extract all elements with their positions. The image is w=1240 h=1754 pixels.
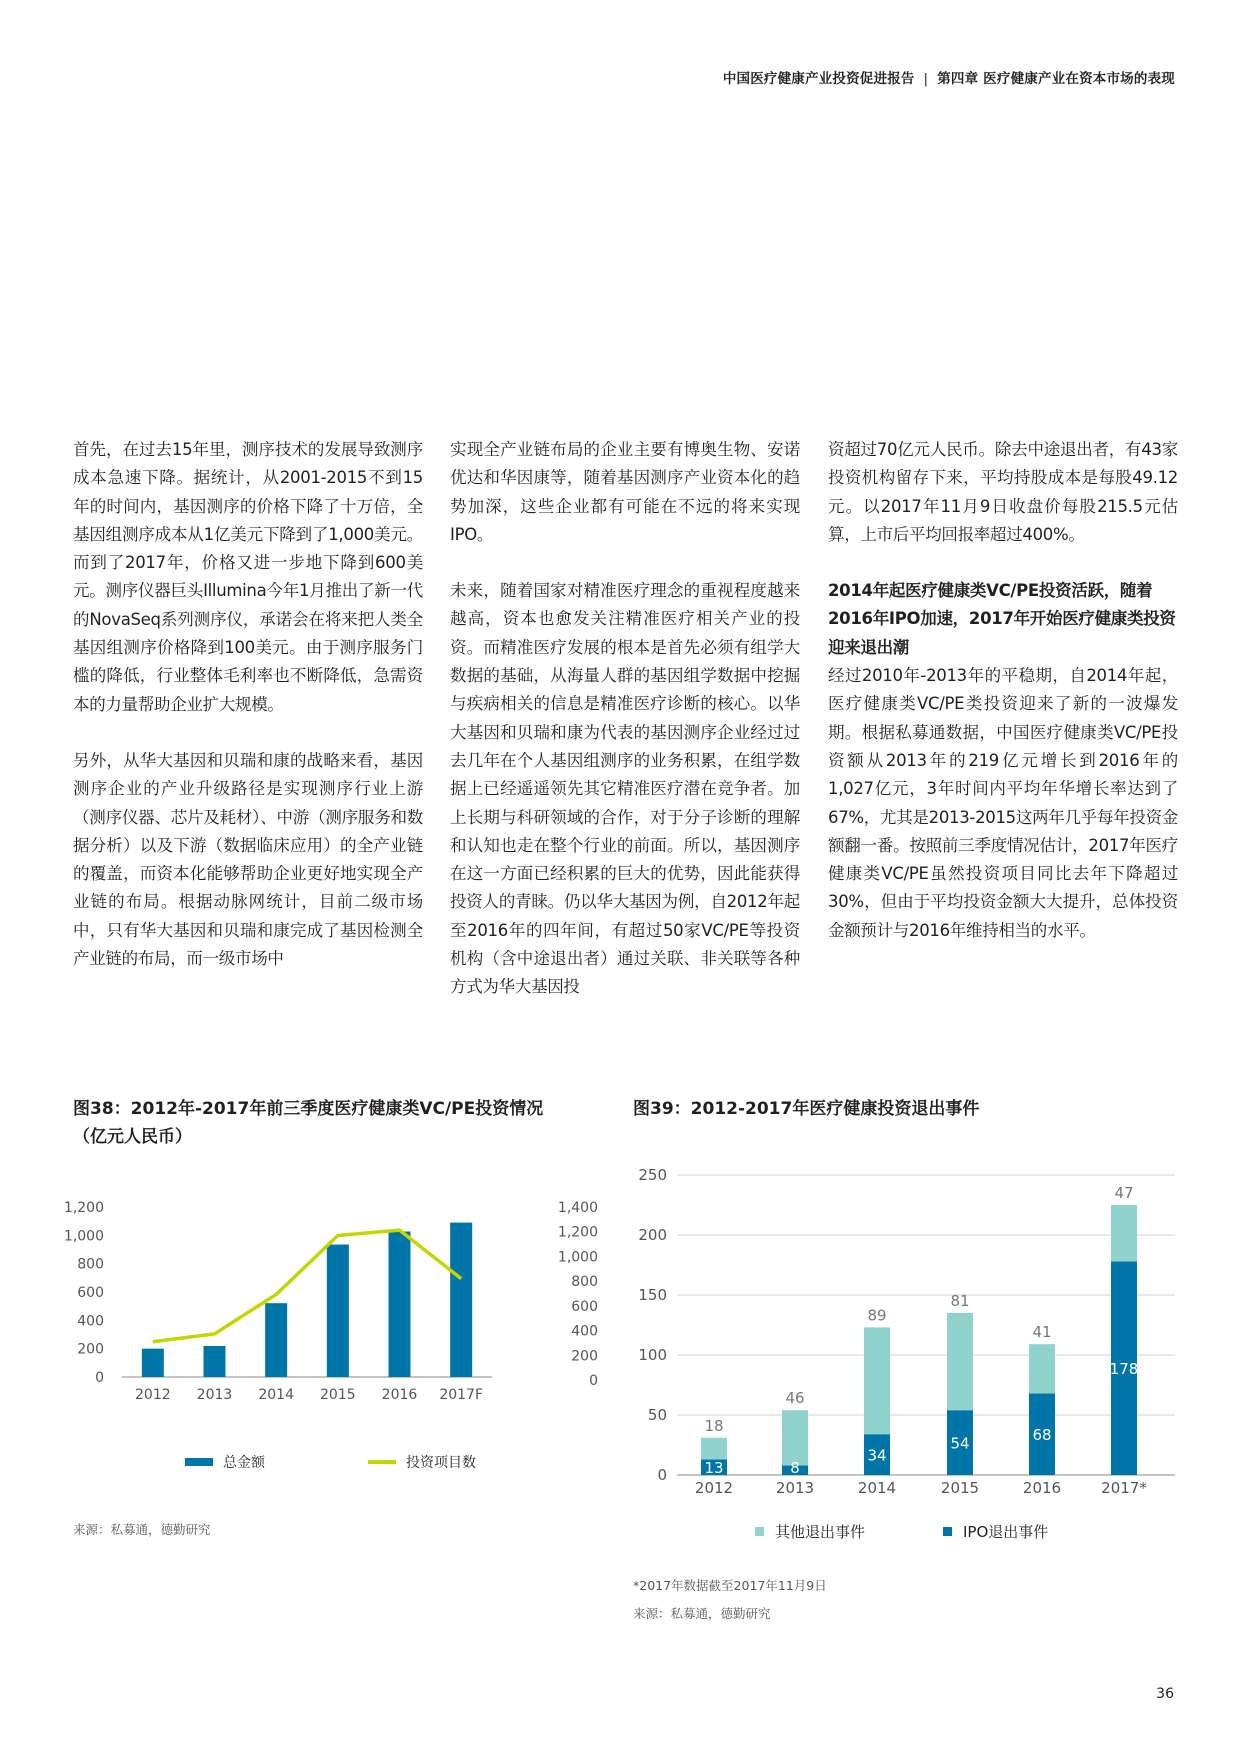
x-tick-label: 2012: [135, 1387, 171, 1403]
bar-total-amount: [204, 1346, 226, 1377]
y-left-tick-label: 600: [77, 1285, 104, 1301]
legend-swatch-other-exits: [755, 1527, 764, 1536]
legend-swatch-ipo-exits: [943, 1527, 952, 1536]
data-label-other-exits: 47: [1114, 1184, 1134, 1202]
x-tick-label: 2013: [196, 1387, 233, 1403]
legend-label-project-count: 投资项目数: [406, 1455, 476, 1471]
figure-39-title: 图39：2012-2017年医疗健康投资退出事件: [633, 1099, 980, 1119]
legend-label-total-amount: 总金额: [223, 1455, 265, 1471]
data-label-ipo-exits: 178: [1109, 1360, 1139, 1379]
bar-other-exits: [1029, 1344, 1055, 1393]
bar-total-amount: [265, 1303, 287, 1377]
bar-other-exits: [1111, 1205, 1137, 1261]
y-right-tick-label: 200: [571, 1348, 598, 1365]
text-column-1: [73, 436, 423, 973]
x-tick-label: 2016: [381, 1387, 418, 1403]
y-right-tick-label: 800: [571, 1274, 598, 1291]
legend-swatch-total-amount: [185, 1458, 213, 1466]
y-right-tick-label: 600: [571, 1298, 598, 1315]
figure-39-chart: [625, 1150, 1185, 1560]
x-tick-label: 2017*: [1101, 1479, 1147, 1497]
figure-39-note: *2017年数据截至2017年11月9日: [633, 1578, 827, 1593]
y-left-tick-label: 1,200: [63, 1200, 104, 1216]
y-left-tick-label: 200: [77, 1341, 104, 1358]
line-project-count: [153, 1230, 461, 1342]
figure-39-source: 来源：私募通，德勤研究: [633, 1606, 771, 1621]
y-tick-label: 50: [647, 1406, 667, 1424]
data-label-ipo-exits: 54: [950, 1434, 970, 1453]
y-right-tick-label: 400: [571, 1323, 598, 1340]
figure-38-title: [73, 1095, 543, 1151]
y-tick-label: 250: [638, 1166, 667, 1184]
paragraph: 首先，在过去15年里，测序技术的发展导致测序成本急速下降。据统计，从2001-2015不到15年的时间内，基因测序的价格下降了十万倍，全基因组测序成本从1亿美元下降到了1,000美元。而到了2017年，价格又进一步地下降到600美元。测序仪器巨头Illumina今年1月推出了新一代的NovaSeq系列测序仪，承诺会在将来把人类全基因组测序价格降到100美元。由于测序服务门槛的降低，行业整体毛利率也不断降低，急需资本的力量帮助企业扩大规模。: [73, 440, 423, 714]
section-heading: 2014年起医疗健康类VC/PE投资活跃，随着2016年IPO加速，2017年开始医疗健康类投资迎来退出潮: [828, 581, 1176, 657]
data-label-ipo-exits: 68: [1032, 1426, 1052, 1445]
legend-label-other-exits: 其他退出事件: [775, 1523, 866, 1541]
page-header: [723, 67, 1175, 87]
text-column-2: [450, 436, 800, 1002]
bar-other-exits: [864, 1327, 890, 1434]
bar-other-exits: [947, 1313, 973, 1410]
x-tick-label: 2017F: [439, 1387, 484, 1403]
y-right-tick-label: 1,000: [557, 1249, 598, 1266]
x-tick-label: 2016: [1022, 1479, 1062, 1497]
figure-38-source: 来源：私募通，德勤研究: [73, 1522, 211, 1537]
data-label-other-exits: 89: [867, 1306, 887, 1325]
data-label-other-exits: 81: [950, 1292, 970, 1310]
y-tick-label: 100: [638, 1346, 667, 1364]
paragraph: 未来，随着国家对精准医疗理念的重视程度越来越高，资本也愈发关注精准医疗相关产业的投资。而精准医疗发展的根本是首先必须有组学大数据的基础，从海量人群的基因组学数据中挖掘与疾病相关的信息是精准医疗诊断的核心。以华大基因和贝瑞和康为代表的基因测序企业经过过去几年在个人基因组测序的业务积累，在组学数据上已经遥遥领先其它精准医疗潜在竞争者。加上长期与科研领域的合作，对于分子诊断的理解和认知也走在整个行业的前面。所以，基因测序在这一方面已经积累的巨大的优势，因此能获得投资人的青睐。仍以华大基因为例，自2012年起至2016年的四年间，有超过50家VC/PE等投资机构（含中途退出者）通过关联、非关联等各种方式为华大基因投: [450, 581, 800, 997]
x-tick-label: 2014: [857, 1479, 897, 1497]
bar-total-amount: [450, 1223, 472, 1377]
data-label-other-exits: 18: [704, 1416, 724, 1435]
x-tick-label: 2015: [940, 1479, 980, 1497]
bar-other-exits: [701, 1438, 727, 1460]
legend-label-ipo-exits: IPO退出事件: [963, 1523, 1049, 1541]
figure-38-title-line2: （亿元人民币）: [73, 1127, 192, 1147]
paragraph: 经过2010年-2013年的平稳期，自2014年起，医疗健康类VC/PE类投资迎来了新的一波爆发期。根据私募通数据，中国医疗健康类VC/PE投资额从2013年的219亿元增长到2016年的1,027亿元，3年时间内平均年华增长率达到了67%，尤其是2013-2015这两年几乎每年投资金额翻一番。按照前三季度情况估计，2017年医疗健康类VC/PE虽然投资项目同比去年下降超过30%，但由于平均投资金额大大提升，总体投资金额预计与2016年维持相当的水平。: [828, 666, 1178, 940]
y-tick-label: 200: [638, 1226, 667, 1244]
report-title: 中国医疗健康产业投资促进报告: [722, 71, 915, 87]
chapter-title: 第四章 医疗健康产业在资本市场的表现: [937, 71, 1175, 87]
data-label-ipo-exits: 8: [790, 1459, 800, 1477]
data-label-ipo-exits: 34: [867, 1446, 887, 1465]
y-right-tick-label: 1,200: [557, 1224, 598, 1241]
data-label-other-exits: 46: [785, 1389, 805, 1408]
data-label-other-exits: 41: [1032, 1323, 1052, 1342]
y-left-tick-label: 1,000: [63, 1228, 104, 1245]
y-left-tick-label: 400: [77, 1313, 104, 1330]
y-tick-label: 0: [657, 1466, 667, 1484]
header-divider: |: [923, 71, 929, 87]
x-tick-label: 2013: [775, 1479, 815, 1497]
y-left-tick-label: 0: [95, 1370, 104, 1386]
bar-other-exits: [782, 1410, 808, 1465]
x-tick-label: 2012: [694, 1479, 734, 1497]
paragraph: 资超过70亿元人民币。除去中途退出者，有43家投资机构留存下来，平均持股成本是每股49.12元。以2017年11月9日收盘价每股215.5元估算，上市后平均回报率超过400%。: [828, 440, 1178, 544]
text-column-3: [828, 436, 1178, 945]
paragraph: 实现全产业链布局的企业主要有博奥生物、安诺优达和华因康等，随着基因测序产业资本化的趋势加深，这些企业都有可能在不远的将来实现IPO。: [450, 440, 800, 544]
paragraph: 另外，从华大基因和贝瑞和康的战略来看，基因测序企业的产业升级路径是实现测序行业上游（测序仪器、芯片及耗材）、中游（测序服务和数据分析）以及下游（数据临床应用）的全产业链的覆盖，而资本化能够帮助企业更好地实现全产业链的布局。根据动脉网统计，目前二级市场中，只有华大基因和贝瑞和康完成了基因检测全产业链的布局，而一级市场中: [73, 750, 423, 969]
x-tick-label: 2014: [258, 1387, 294, 1403]
figure-38-title-line1: 图38：2012年-2017年前三季度医疗健康类VC/PE投资情况: [73, 1099, 544, 1119]
bar-total-amount: [142, 1349, 164, 1377]
page-number: 36: [1156, 1686, 1174, 1702]
bar-total-amount: [327, 1245, 349, 1377]
y-right-tick-label: 0: [589, 1373, 598, 1389]
y-left-tick-label: 800: [77, 1256, 104, 1273]
x-tick-label: 2015: [320, 1387, 356, 1403]
y-tick-label: 150: [638, 1286, 667, 1304]
figure-38-chart: [60, 1195, 620, 1495]
data-label-ipo-exits: 13: [704, 1459, 724, 1477]
bar-total-amount: [389, 1232, 411, 1377]
y-right-tick-label: 1,400: [557, 1200, 598, 1216]
